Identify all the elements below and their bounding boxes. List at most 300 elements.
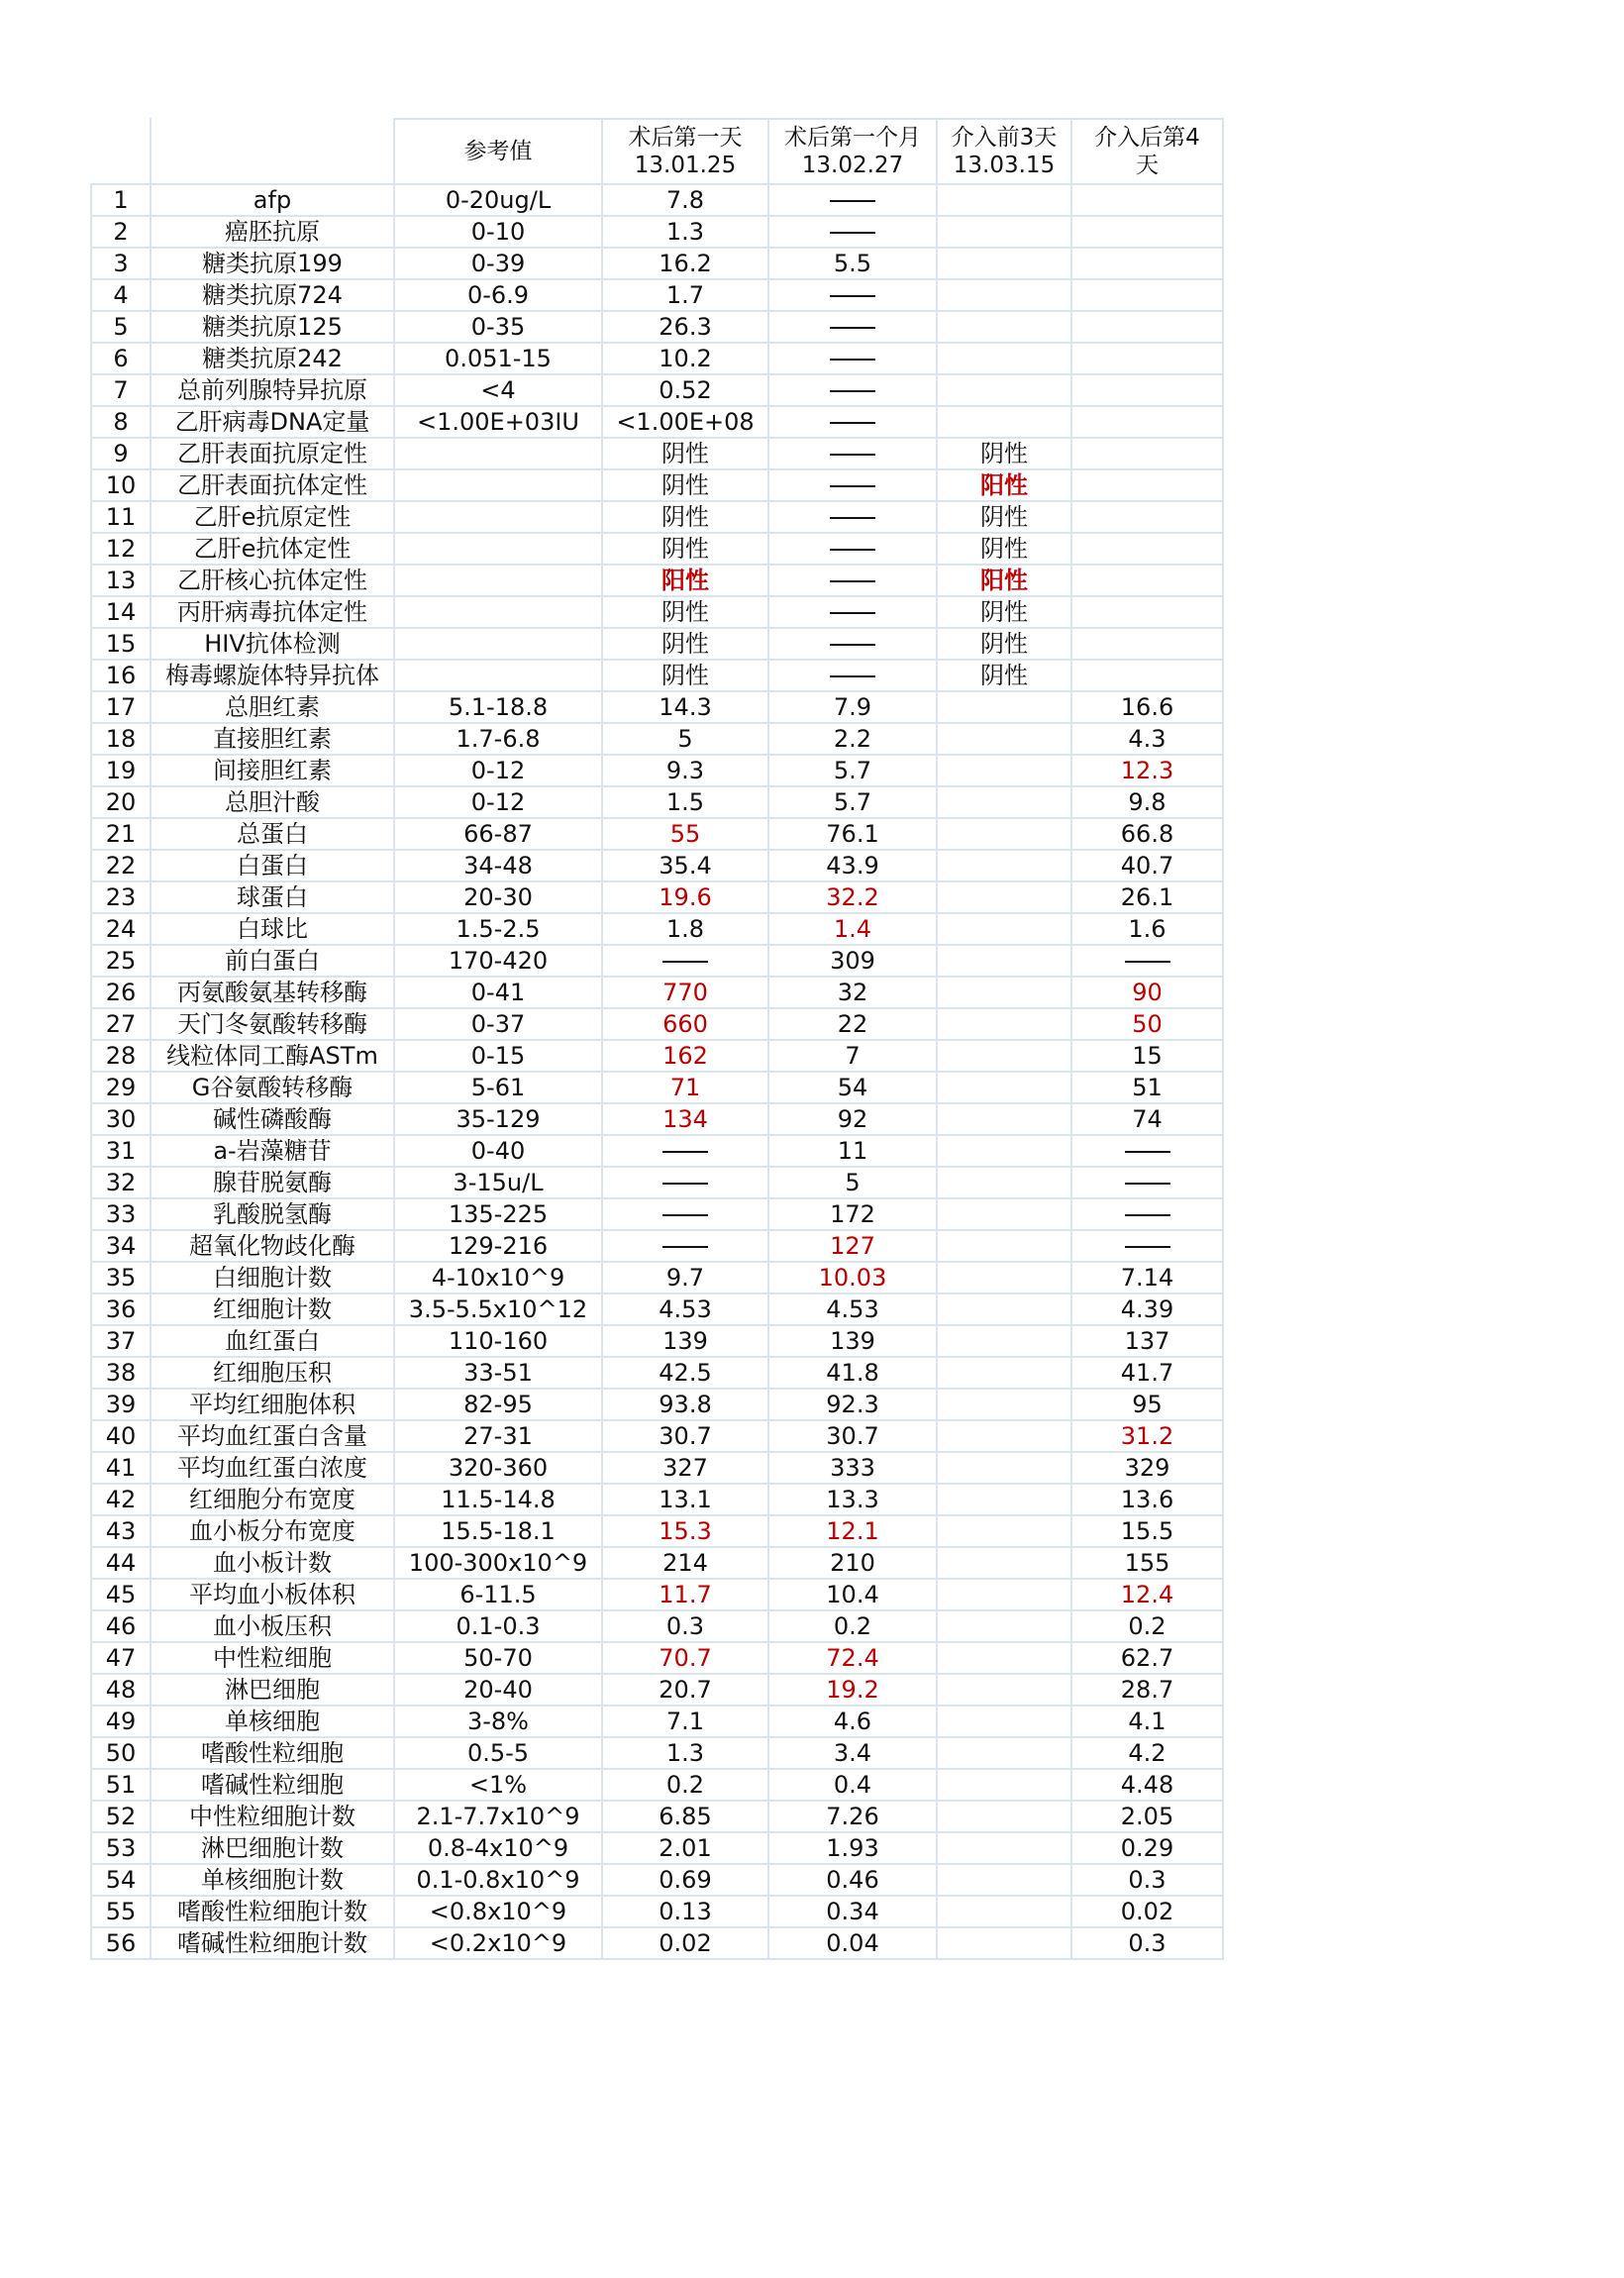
row-number: 14: [91, 596, 151, 628]
value-month1: 7: [768, 1040, 937, 1072]
not-tested-dash: [662, 1246, 708, 1248]
row-number: 41: [91, 1452, 151, 1484]
table-row: [91, 1072, 1223, 1103]
value-post-intervention: 51: [1071, 1072, 1223, 1103]
value-post-intervention: 66.8: [1071, 818, 1223, 850]
not-tested-dash: [662, 1214, 708, 1216]
value-month1: 92.3: [768, 1389, 937, 1420]
value-day1: 70.7: [602, 1642, 768, 1674]
reference-range: 3.5-5.5x10^12: [394, 1294, 602, 1325]
value-post-intervention: 0.29: [1071, 1832, 1223, 1864]
value-month1: [768, 596, 937, 628]
value-post-intervention: 9.8: [1071, 786, 1223, 818]
value-day1: 20.7: [602, 1674, 768, 1706]
value-post-intervention: [1071, 438, 1223, 469]
test-name: 血红蛋白: [151, 1325, 394, 1357]
value-post-intervention: [1071, 628, 1223, 660]
row-number: 56: [91, 1927, 151, 1959]
test-name: 嗜酸性粒细胞计数: [151, 1896, 394, 1927]
value-pre-intervention: [937, 1040, 1071, 1072]
value-pre-intervention: [937, 1357, 1071, 1389]
value-month1: [768, 343, 937, 374]
test-name: 红细胞计数: [151, 1294, 394, 1325]
test-name: 淋巴细胞: [151, 1674, 394, 1706]
value-pre-intervention: [937, 1135, 1071, 1167]
not-tested-dash: [1125, 961, 1170, 963]
reference-range: 11.5-14.8: [394, 1484, 602, 1515]
row-number: 11: [91, 501, 151, 533]
value-month1: 0.2: [768, 1610, 937, 1642]
value-day1: 阴性: [602, 628, 768, 660]
row-number: 29: [91, 1072, 151, 1103]
row-number: 28: [91, 1040, 151, 1072]
reference-range: [394, 501, 602, 533]
value-pre-intervention: [937, 818, 1071, 850]
test-name: 单核细胞计数: [151, 1864, 394, 1896]
test-name: 红细胞分布宽度: [151, 1484, 394, 1515]
row-number: 37: [91, 1325, 151, 1357]
value-day1: 0.2: [602, 1769, 768, 1801]
value-month1: 3.4: [768, 1737, 937, 1769]
value-post-intervention: [1071, 501, 1223, 533]
table-row: [91, 216, 1223, 248]
value-month1: 5.5: [768, 248, 937, 279]
reference-range: 0.1-0.8x10^9: [394, 1864, 602, 1896]
value-day1: 4.53: [602, 1294, 768, 1325]
not-tested-dash: [662, 1183, 708, 1185]
test-name: 丙肝病毒抗体定性: [151, 596, 394, 628]
header-day1-date: 13.01.25: [634, 153, 737, 178]
value-day1: 9.7: [602, 1262, 768, 1294]
test-name: 前白蛋白: [151, 945, 394, 977]
value-pre-intervention: [937, 1198, 1071, 1230]
reference-range: 0-40: [394, 1135, 602, 1167]
value-month1: 10.4: [768, 1579, 937, 1610]
test-name: 总蛋白: [151, 818, 394, 850]
reference-range: 110-160: [394, 1325, 602, 1357]
test-name: 中性粒细胞计数: [151, 1801, 394, 1832]
row-number: 25: [91, 945, 151, 977]
row-number: 45: [91, 1579, 151, 1610]
value-pre-intervention: [937, 1674, 1071, 1706]
test-name: 总胆红素: [151, 691, 394, 723]
test-name: 乙肝e抗原定性: [151, 501, 394, 533]
value-month1: 1.93: [768, 1832, 937, 1864]
table-row: [91, 279, 1223, 311]
table-row: [91, 501, 1223, 533]
table-row: [91, 1832, 1223, 1864]
value-month1: 54: [768, 1072, 937, 1103]
header-reference-label: 参考值: [463, 139, 533, 164]
value-pre-intervention: [937, 723, 1071, 755]
table-row: [91, 913, 1223, 945]
test-name: 红细胞压积: [151, 1357, 394, 1389]
table-row: [91, 438, 1223, 469]
reference-range: 0.5-5: [394, 1737, 602, 1769]
row-number: 32: [91, 1167, 151, 1198]
reference-range: [394, 565, 602, 596]
value-month1: 0.4: [768, 1769, 937, 1801]
value-day1: 0.02: [602, 1927, 768, 1959]
value-month1: 5.7: [768, 786, 937, 818]
test-name: a-岩藻糖苷: [151, 1135, 394, 1167]
value-post-intervention: [1071, 1230, 1223, 1262]
not-tested-dash: [830, 612, 875, 614]
row-number: 13: [91, 565, 151, 596]
row-number: 33: [91, 1198, 151, 1230]
table-row: [91, 755, 1223, 786]
value-post-intervention: [1071, 311, 1223, 343]
value-day1: 7.8: [602, 184, 768, 216]
value-pre-intervention: [937, 1262, 1071, 1294]
value-month1: 4.6: [768, 1706, 937, 1737]
value-month1: [768, 533, 937, 565]
value-pre-intervention: [937, 755, 1071, 786]
row-number: 47: [91, 1642, 151, 1674]
value-post-intervention: 41.7: [1071, 1357, 1223, 1389]
value-pre-intervention: [937, 216, 1071, 248]
value-month1: [768, 501, 937, 533]
reference-range: <4: [394, 374, 602, 406]
reference-range: 50-70: [394, 1642, 602, 1674]
not-tested-dash: [830, 644, 875, 646]
test-name: 间接胆红素: [151, 755, 394, 786]
reference-range: 0-35: [394, 311, 602, 343]
row-number: 53: [91, 1832, 151, 1864]
value-pre-intervention: [937, 1515, 1071, 1547]
reference-range: [394, 628, 602, 660]
value-month1: 7.9: [768, 691, 937, 723]
value-day1: 162: [602, 1040, 768, 1072]
value-day1: 19.6: [602, 881, 768, 913]
value-day1: 30.7: [602, 1420, 768, 1452]
test-name: 碱性磷酸酶: [151, 1103, 394, 1135]
reference-range: 3-15u/L: [394, 1167, 602, 1198]
test-name: afp: [151, 184, 394, 216]
value-day1: 7.1: [602, 1706, 768, 1737]
reference-range: <1%: [394, 1769, 602, 1801]
not-tested-dash: [830, 232, 875, 234]
value-day1: 阴性: [602, 469, 768, 501]
not-tested-dash: [830, 517, 875, 519]
reference-range: 5-61: [394, 1072, 602, 1103]
table-row: [91, 184, 1223, 216]
row-number: 19: [91, 755, 151, 786]
value-month1: 72.4: [768, 1642, 937, 1674]
value-day1: 14.3: [602, 691, 768, 723]
value-pre-intervention: [937, 1896, 1071, 1927]
value-post-intervention: 155: [1071, 1547, 1223, 1579]
value-post-intervention: 62.7: [1071, 1642, 1223, 1674]
value-day1: 26.3: [602, 311, 768, 343]
value-pre-intervention: [937, 248, 1071, 279]
reference-range: 4-10x10^9: [394, 1262, 602, 1294]
row-number: 31: [91, 1135, 151, 1167]
table-row: [91, 1040, 1223, 1072]
value-pre-intervention: 阴性: [937, 438, 1071, 469]
row-number: 34: [91, 1230, 151, 1262]
test-name: HIV抗体检测: [151, 628, 394, 660]
row-number: 54: [91, 1864, 151, 1896]
value-day1: 阴性: [602, 660, 768, 691]
value-month1: [768, 660, 937, 691]
row-number: 30: [91, 1103, 151, 1135]
reference-range: 0-6.9: [394, 279, 602, 311]
value-pre-intervention: [937, 1927, 1071, 1959]
value-day1: 5: [602, 723, 768, 755]
table-row: [91, 1515, 1223, 1547]
table-row: [91, 1198, 1223, 1230]
value-post-intervention: [1071, 1167, 1223, 1198]
value-pre-intervention: [937, 1008, 1071, 1040]
value-day1: 71: [602, 1072, 768, 1103]
value-pre-intervention: [937, 1294, 1071, 1325]
table-row: [91, 533, 1223, 565]
table-row: [91, 1357, 1223, 1389]
not-tested-dash: [1125, 1246, 1170, 1248]
reference-range: [394, 469, 602, 501]
value-day1: 35.4: [602, 850, 768, 881]
value-month1: 333: [768, 1452, 937, 1484]
value-pre-intervention: [937, 786, 1071, 818]
not-tested-dash: [830, 359, 875, 361]
row-number: 55: [91, 1896, 151, 1927]
header-month1-title: 术后第一个月: [784, 125, 921, 151]
row-number: 43: [91, 1515, 151, 1547]
table-row: [91, 1484, 1223, 1515]
value-pre-intervention: 阴性: [937, 596, 1071, 628]
test-name: 总胆汁酸: [151, 786, 394, 818]
test-name: 嗜碱性粒细胞: [151, 1769, 394, 1801]
header-corner: [91, 119, 151, 184]
not-tested-dash: [1125, 1151, 1170, 1153]
value-pre-intervention: [937, 913, 1071, 945]
row-number: 4: [91, 279, 151, 311]
value-month1: 19.2: [768, 1674, 937, 1706]
header-month1-date: 13.02.27: [801, 153, 904, 178]
reference-range: 0-10: [394, 216, 602, 248]
row-number: 36: [91, 1294, 151, 1325]
value-pre-intervention: 阳性: [937, 469, 1071, 501]
value-day1: 214: [602, 1547, 768, 1579]
value-pre-intervention: [937, 1737, 1071, 1769]
value-pre-intervention: [937, 1452, 1071, 1484]
table-row: [91, 628, 1223, 660]
test-name: 直接胆红素: [151, 723, 394, 755]
test-name: 癌胚抗原: [151, 216, 394, 248]
value-post-intervention: 15: [1071, 1040, 1223, 1072]
reference-range: 34-48: [394, 850, 602, 881]
value-post-intervention: 4.39: [1071, 1294, 1223, 1325]
value-day1: 134: [602, 1103, 768, 1135]
value-pre-intervention: 阳性: [937, 565, 1071, 596]
header-month1: [768, 119, 937, 184]
header-pre-intervention-title: 介入前3天: [951, 125, 1058, 151]
header-pre-intervention: [937, 119, 1071, 184]
value-month1: 76.1: [768, 818, 937, 850]
value-month1: 41.8: [768, 1357, 937, 1389]
not-tested-dash: [830, 454, 875, 456]
value-pre-intervention: 阴性: [937, 501, 1071, 533]
value-month1: [768, 565, 937, 596]
value-day1: [602, 1230, 768, 1262]
reference-range: 129-216: [394, 1230, 602, 1262]
value-month1: 12.1: [768, 1515, 937, 1547]
table-row: [91, 1547, 1223, 1579]
value-pre-intervention: [937, 1801, 1071, 1832]
value-month1: 0.04: [768, 1927, 937, 1959]
table-row: [91, 881, 1223, 913]
test-name: 乙肝表面抗原定性: [151, 438, 394, 469]
value-day1: 阳性: [602, 565, 768, 596]
table-row: [91, 1642, 1223, 1674]
row-number: 5: [91, 311, 151, 343]
table-row: [91, 1706, 1223, 1737]
test-name: 超氧化物歧化酶: [151, 1230, 394, 1262]
header-day1-title: 术后第一天: [628, 125, 743, 151]
value-month1: 13.3: [768, 1484, 937, 1515]
test-name: G谷氨酸转移酶: [151, 1072, 394, 1103]
value-day1: [602, 945, 768, 977]
value-pre-intervention: [937, 691, 1071, 723]
value-post-intervention: 16.6: [1071, 691, 1223, 723]
reference-range: 20-30: [394, 881, 602, 913]
value-month1: 2.2: [768, 723, 937, 755]
reference-range: 0-15: [394, 1040, 602, 1072]
value-day1: 1.3: [602, 1737, 768, 1769]
row-number: 23: [91, 881, 151, 913]
row-number: 1: [91, 184, 151, 216]
value-post-intervention: 12.4: [1071, 1579, 1223, 1610]
reference-range: <0.2x10^9: [394, 1927, 602, 1959]
row-number: 44: [91, 1547, 151, 1579]
value-post-intervention: [1071, 596, 1223, 628]
value-pre-intervention: [937, 1230, 1071, 1262]
row-number: 42: [91, 1484, 151, 1515]
not-tested-dash: [1125, 1214, 1170, 1216]
reference-range: 33-51: [394, 1357, 602, 1389]
test-name: 中性粒细胞: [151, 1642, 394, 1674]
test-name: 乙肝病毒DNA定量: [151, 406, 394, 438]
value-post-intervention: 95: [1071, 1389, 1223, 1420]
reference-range: 0-39: [394, 248, 602, 279]
value-day1: 2.01: [602, 1832, 768, 1864]
reference-range: 3-8%: [394, 1706, 602, 1737]
not-tested-dash: [1125, 1183, 1170, 1185]
reference-range: 5.1-18.8: [394, 691, 602, 723]
not-tested-dash: [830, 549, 875, 551]
reference-range: 100-300x10^9: [394, 1547, 602, 1579]
header-pre-intervention-date: 13.03.15: [953, 153, 1056, 178]
not-tested-dash: [830, 200, 875, 202]
value-pre-intervention: [937, 374, 1071, 406]
value-pre-intervention: 阴性: [937, 533, 1071, 565]
test-name: 糖类抗原199: [151, 248, 394, 279]
value-post-intervention: 4.48: [1071, 1769, 1223, 1801]
value-post-intervention: [1071, 374, 1223, 406]
row-number: 40: [91, 1420, 151, 1452]
value-month1: 210: [768, 1547, 937, 1579]
reference-range: 0-37: [394, 1008, 602, 1040]
value-day1: 93.8: [602, 1389, 768, 1420]
table-row: [91, 1420, 1223, 1452]
table-row: [91, 565, 1223, 596]
not-tested-dash: [662, 961, 708, 963]
test-name: 球蛋白: [151, 881, 394, 913]
test-name: 丙氨酸氨基转移酶: [151, 977, 394, 1008]
row-number: 3: [91, 248, 151, 279]
value-pre-intervention: [937, 1547, 1071, 1579]
value-month1: 5: [768, 1167, 937, 1198]
value-post-intervention: 137: [1071, 1325, 1223, 1357]
lab-results-table: [90, 118, 1224, 1960]
test-name: 乙肝核心抗体定性: [151, 565, 394, 596]
value-post-intervention: 50: [1071, 1008, 1223, 1040]
row-number: 50: [91, 1737, 151, 1769]
table-row: [91, 691, 1223, 723]
row-number: 27: [91, 1008, 151, 1040]
value-day1: [602, 1167, 768, 1198]
row-number: 9: [91, 438, 151, 469]
table-row: [91, 945, 1223, 977]
header-post-intervention-title: 介入后第4: [1094, 125, 1200, 151]
test-name: 乙肝表面抗体定性: [151, 469, 394, 501]
reference-range: [394, 438, 602, 469]
table-row: [91, 977, 1223, 1008]
reference-range: 170-420: [394, 945, 602, 977]
value-month1: [768, 374, 937, 406]
value-pre-intervention: [937, 1072, 1071, 1103]
value-post-intervention: [1071, 945, 1223, 977]
value-day1: [602, 1198, 768, 1230]
value-month1: [768, 628, 937, 660]
reference-range: 0-12: [394, 786, 602, 818]
reference-range: 0.051-15: [394, 343, 602, 374]
header-day1: [602, 119, 768, 184]
value-post-intervention: 31.2: [1071, 1420, 1223, 1452]
not-tested-dash: [830, 327, 875, 329]
row-number: 26: [91, 977, 151, 1008]
value-day1: 0.3: [602, 1610, 768, 1642]
value-day1: 11.7: [602, 1579, 768, 1610]
value-day1: 13.1: [602, 1484, 768, 1515]
test-name: 白球比: [151, 913, 394, 945]
table-row: [91, 1262, 1223, 1294]
value-day1: 660: [602, 1008, 768, 1040]
test-name: 单核细胞: [151, 1706, 394, 1737]
table-row: [91, 1167, 1223, 1198]
value-day1: 15.3: [602, 1515, 768, 1547]
row-number: 39: [91, 1389, 151, 1420]
test-name: 糖类抗原724: [151, 279, 394, 311]
value-month1: 309: [768, 945, 937, 977]
table-row: [91, 343, 1223, 374]
not-tested-dash: [830, 422, 875, 424]
table-row: [91, 1452, 1223, 1484]
row-number: 15: [91, 628, 151, 660]
value-pre-intervention: [937, 1484, 1071, 1515]
value-pre-intervention: [937, 1420, 1071, 1452]
value-post-intervention: 40.7: [1071, 850, 1223, 881]
row-number: 18: [91, 723, 151, 755]
value-pre-intervention: [937, 850, 1071, 881]
table-row: [91, 1737, 1223, 1769]
test-name: 梅毒螺旋体特异抗体: [151, 660, 394, 691]
value-month1: 11: [768, 1135, 937, 1167]
value-post-intervention: 28.7: [1071, 1674, 1223, 1706]
table-row: [91, 1864, 1223, 1896]
not-tested-dash: [830, 580, 875, 582]
